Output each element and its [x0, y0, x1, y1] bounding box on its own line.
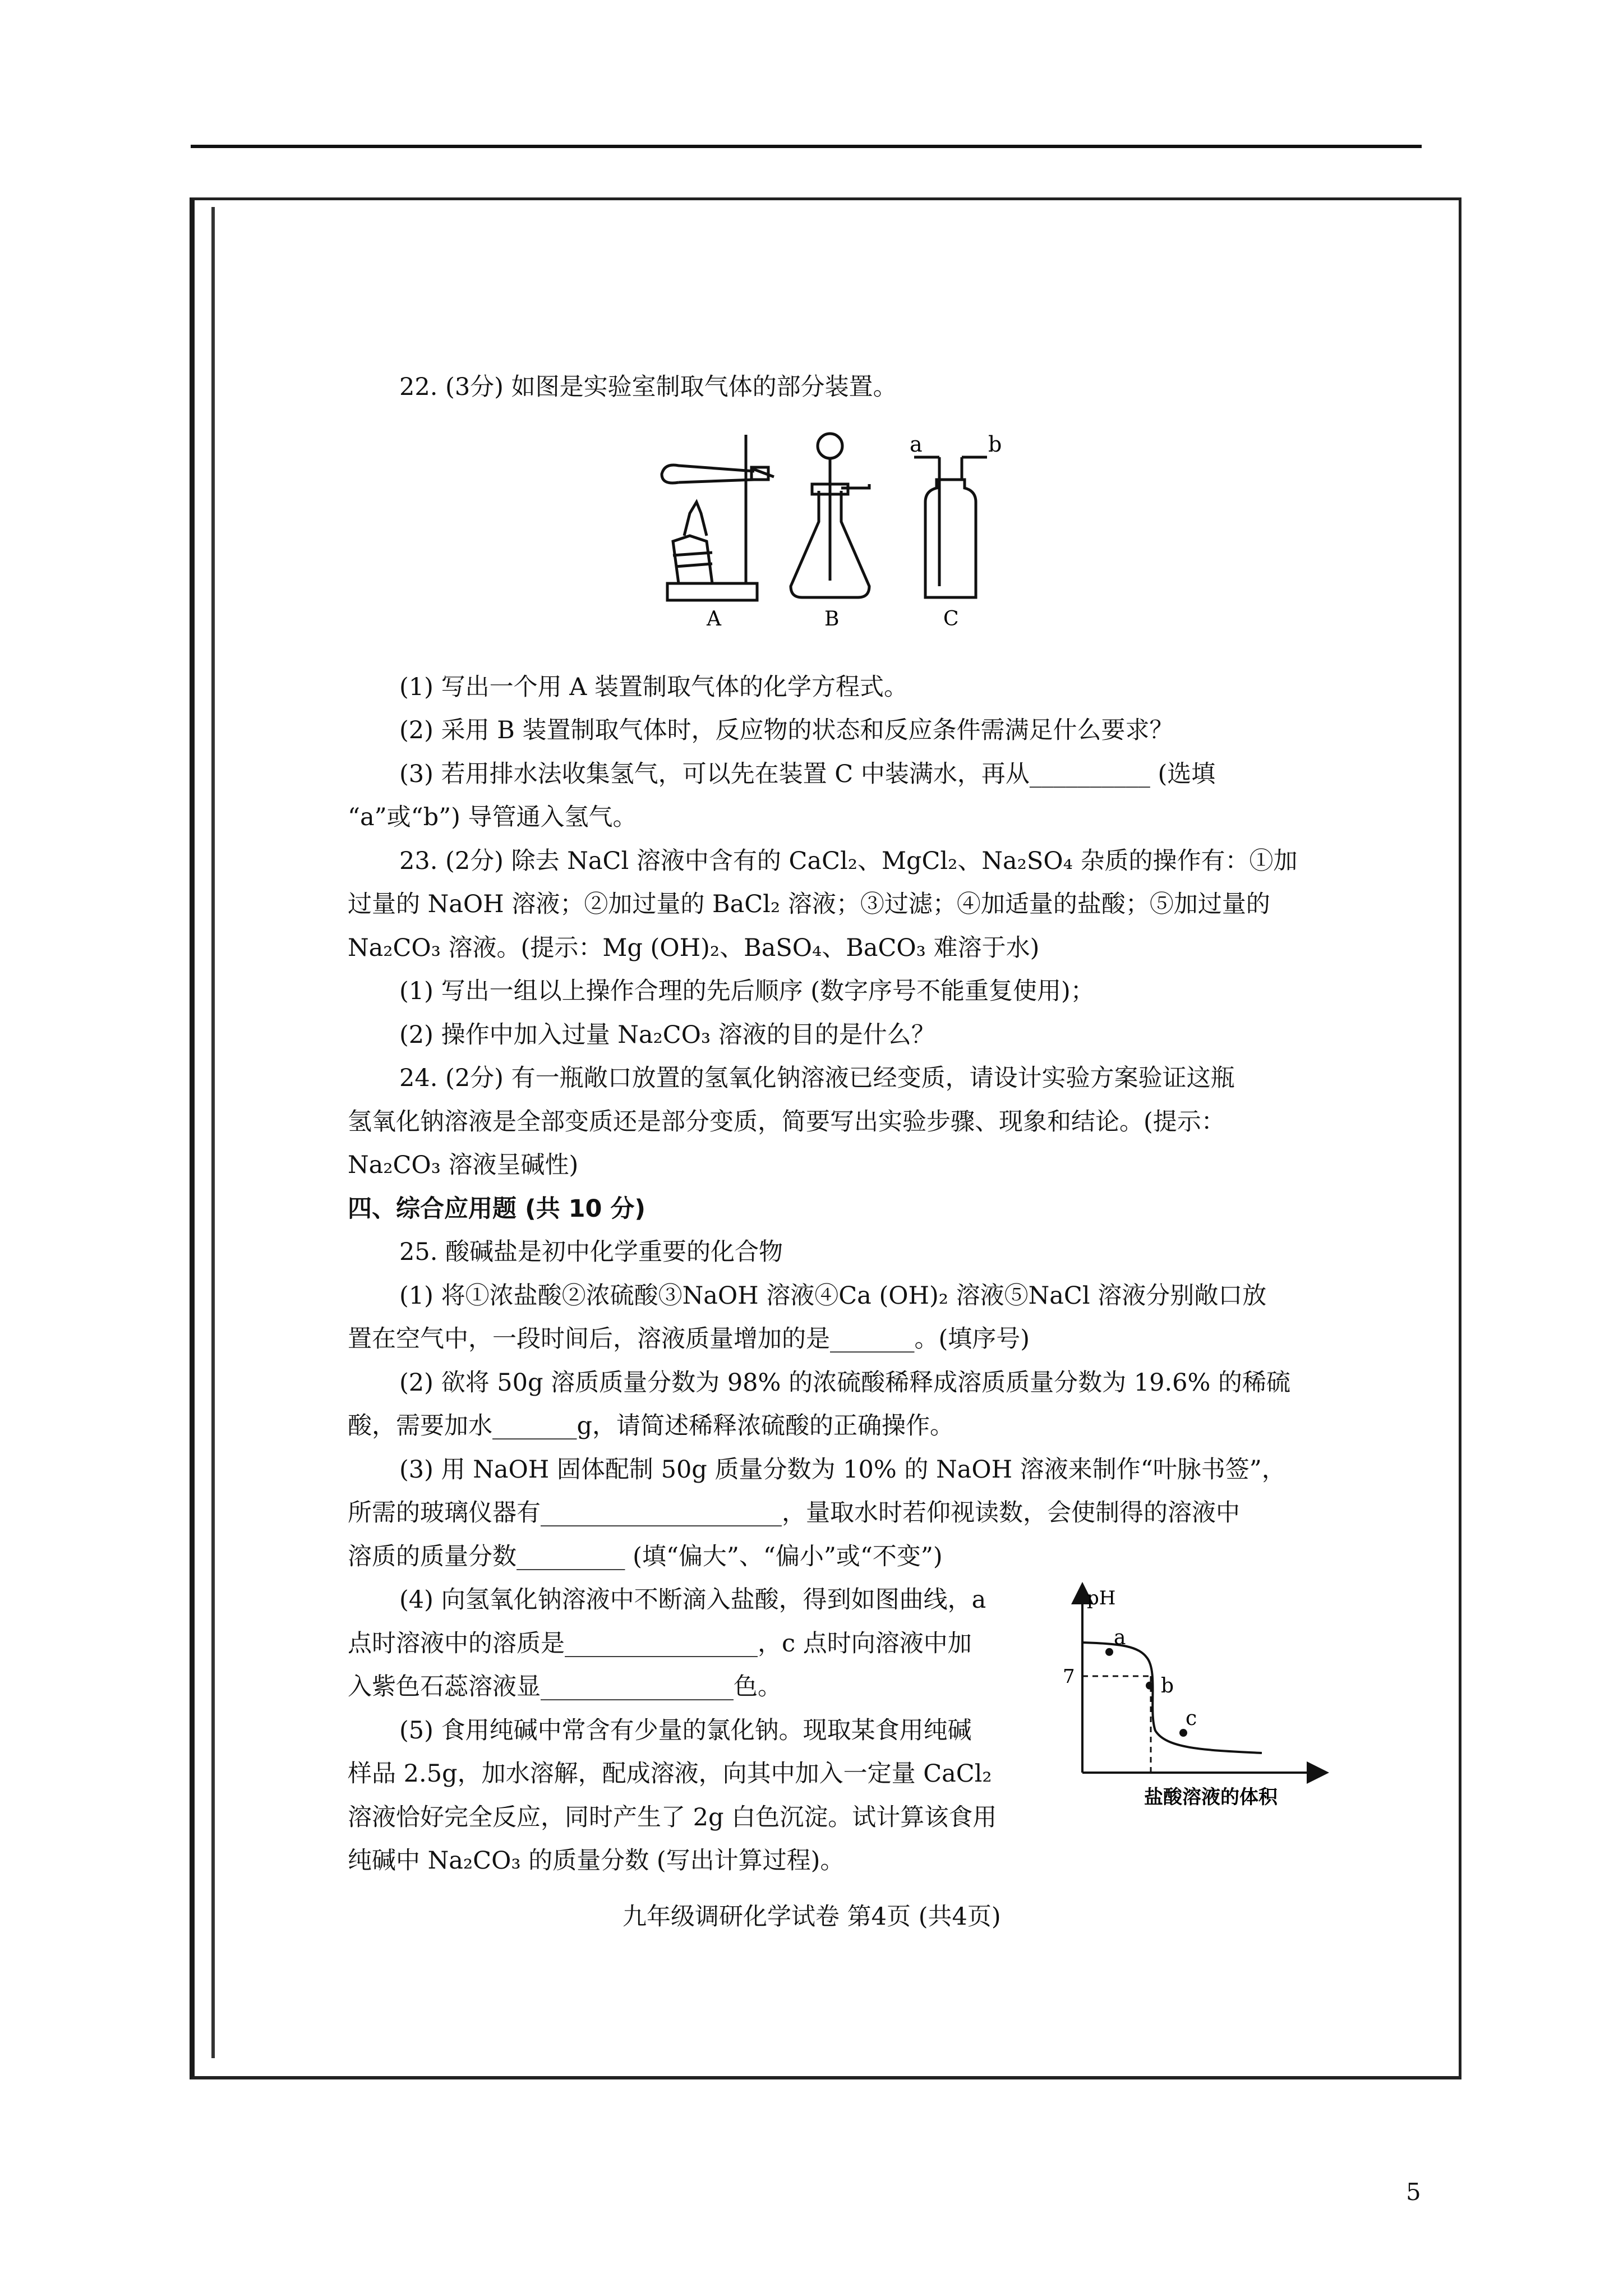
- gas-bottle: [925, 480, 976, 597]
- label-tube-a: a: [910, 432, 923, 457]
- q25-part3-line1: (3) 用 NaOH 固体配制 50g 质量分数为 10% 的 NaOH 溶液来制作“叶脉书签”，: [399, 1456, 1286, 1484]
- q23-line3: Na₂CO₃ 溶液。(提示：Mg (OH)₂、BaSO₄、BaCO₃ 难溶于水): [348, 934, 1040, 962]
- point-c: [1179, 1729, 1187, 1737]
- stand-base: [667, 583, 757, 600]
- q25-part1-line1: (1) 将①浓盐酸②浓硫酸③NaOH 溶液④Ca (OH)₂ 溶液⑤NaCl 溶液分别敞口放: [399, 1282, 1267, 1310]
- y-tick-7: 7: [1063, 1665, 1075, 1688]
- alcohol-lamp: [673, 536, 712, 583]
- q22-part1: (1) 写出一个用 A 装置制取气体的化学方程式。: [399, 673, 908, 701]
- q25-part4-line3: 入紫色石蕊溶液显________________色。: [348, 1673, 782, 1701]
- q24-line2: 氢氧化钠溶液是全部变质还是部分变质，简要写出实验步骤、现象和结论。(提示：: [348, 1108, 1225, 1136]
- label-A: A: [707, 608, 721, 631]
- label-B: B: [824, 608, 840, 631]
- q22-title: 22. (3分) 如图是实验室制取气体的部分装置。: [399, 373, 897, 401]
- q23-part2: (2) 操作中加入过量 Na₂CO₃ 溶液的目的是什么？: [399, 1021, 935, 1049]
- page-footer: 九年级调研化学试卷 第4页 (共4页): [623, 1903, 1001, 1931]
- y-axis-label: pH: [1087, 1587, 1116, 1609]
- q24-line3: Na₂CO₃ 溶液呈碱性): [348, 1151, 579, 1179]
- q25-part4-line2: 点时溶液中的溶质是________________，c 点时向溶液中加: [348, 1630, 972, 1658]
- point-b: [1146, 1682, 1154, 1690]
- q22-part3-line2: “a”或“b”) 导管通入氢气。: [348, 803, 637, 831]
- q25-part3-line2: 所需的玻璃仪器有____________________，量取水时若仰视读数，会使制得的溶液中: [348, 1499, 1240, 1527]
- q24-line1: 24. (2分) 有一瓶敞口放置的氢氧化钠溶液已经变质，请设计实验方案验证这瓶: [399, 1064, 1235, 1092]
- q25-title: 25. 酸碱盐是初中化学重要的化合物: [399, 1238, 783, 1266]
- point-label-a: a: [1114, 1626, 1126, 1649]
- q23-part1: (1) 写出一组以上操作合理的先后顺序 (数字序号不能重复使用)；: [399, 977, 1095, 1005]
- q25-part2-line1: (2) 欲将 50g 溶质质量分数为 98% 的浓硫酸稀释成溶质质量分数为 19.6% 的稀硫: [399, 1369, 1291, 1397]
- x-axis-label: 盐酸溶液的体积: [1144, 1786, 1278, 1809]
- q25-part2-line2: 酸，需要加水_______g，请简述稀释浓硫酸的正确操作。: [348, 1412, 955, 1440]
- q25-part5-line3: 溶液恰好完全反应，同时产生了 2g 白色沉淀。试计算该食用: [348, 1803, 997, 1832]
- page-number: 5: [1406, 2178, 1421, 2206]
- q25-part5-line4: 纯碱中 Na₂CO₃ 的质量分数 (写出计算过程)。: [348, 1847, 845, 1875]
- point-a: [1105, 1648, 1113, 1656]
- q23-line2: 过量的 NaOH 溶液；②加过量的 BaCl₂ 溶液；③过滤；④加适量的盐酸；⑤加过量的: [348, 890, 1270, 918]
- label-C: C: [943, 608, 959, 631]
- ph-curve: [1082, 1642, 1262, 1753]
- q22-part3-line1: (3) 若用排水法收集氢气，可以先在装置 C 中装满水，再从__________ (选填: [399, 760, 1216, 788]
- apparatus-figure: [634, 424, 1026, 631]
- q25-part5-line1: (5) 食用纯碱中常含有少量的氯化钠。现取某食用纯碱: [399, 1717, 972, 1745]
- q25-part5-line2: 样品 2.5g，加水溶解，配成溶液，向其中加入一定量 CaCl₂: [348, 1760, 992, 1788]
- ph-curve-chart: [1060, 1582, 1340, 1818]
- q25-part3-line3: 溶质的质量分数_________ (填“偏大”、“偏小”或“不变”): [348, 1543, 943, 1571]
- q22-part2: (2) 采用 B 装置制取气体时，反应物的状态和反应条件需满足什么要求？: [399, 716, 1174, 744]
- q23-line1: 23. (2分) 除去 NaCl 溶液中含有的 CaCl₂、MgCl₂、Na₂SO₄ 杂质的操作有：①加: [399, 847, 1298, 875]
- section4-heading: 四、综合应用题 (共 10 分): [348, 1195, 646, 1223]
- q25-part4-line1: (4) 向氢氧化钠溶液中不断滴入盐酸，得到如图曲线，a: [399, 1586, 986, 1614]
- point-label-b: b: [1161, 1674, 1174, 1697]
- q25-part1-line2: 置在空气中，一段时间后，溶液质量增加的是_______。(填序号): [348, 1325, 1030, 1353]
- point-label-c: c: [1186, 1707, 1197, 1731]
- top-rule: [191, 145, 1422, 148]
- label-tube-b: b: [988, 432, 1002, 457]
